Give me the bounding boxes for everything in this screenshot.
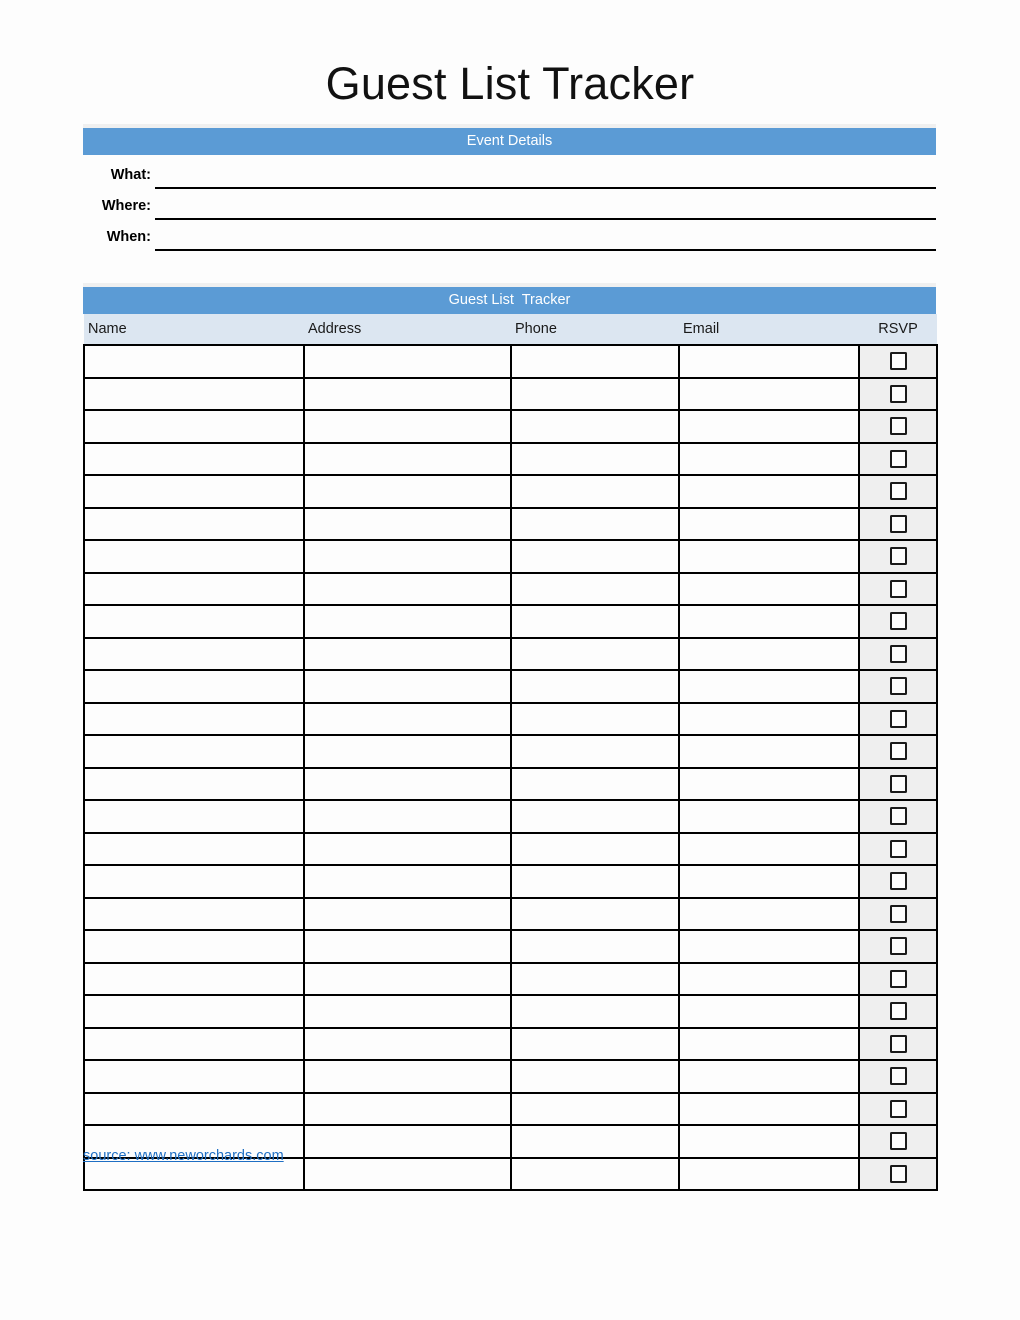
cell-rsvp[interactable]: [859, 1158, 937, 1191]
cell-phone[interactable]: [511, 735, 679, 768]
cell-address[interactable]: [304, 1060, 511, 1093]
cell-email[interactable]: [679, 995, 859, 1028]
cell-name[interactable]: [84, 800, 304, 833]
rsvp-checkbox-icon[interactable]: [890, 645, 907, 663]
cell-address[interactable]: [304, 475, 511, 508]
cell-email[interactable]: [679, 378, 859, 411]
table-row: [84, 378, 937, 411]
rsvp-checkbox-icon[interactable]: [890, 1165, 907, 1183]
cell-address[interactable]: [304, 995, 511, 1028]
cell-rsvp[interactable]: [859, 703, 937, 736]
rsvp-checkbox-icon[interactable]: [890, 612, 907, 630]
table-row: [84, 1060, 937, 1093]
cell-phone[interactable]: [511, 443, 679, 476]
cell-address[interactable]: [304, 800, 511, 833]
event-field-when-label: When:: [106, 229, 151, 245]
rsvp-checkbox-icon[interactable]: [890, 1002, 907, 1020]
cell-email[interactable]: [679, 670, 859, 703]
cell-phone[interactable]: [511, 800, 679, 833]
cell-phone[interactable]: [511, 930, 679, 963]
cell-name[interactable]: [84, 378, 304, 411]
cell-email[interactable]: [679, 1028, 859, 1061]
cell-rsvp[interactable]: [859, 540, 937, 573]
cell-email[interactable]: [679, 443, 859, 476]
cell-rsvp[interactable]: [859, 573, 937, 606]
cell-email[interactable]: [679, 1060, 859, 1093]
table-row: [84, 833, 937, 866]
cell-name[interactable]: [84, 345, 304, 378]
cell-phone[interactable]: [511, 833, 679, 866]
table-row: [84, 540, 937, 573]
cell-rsvp[interactable]: [859, 833, 937, 866]
cell-address[interactable]: [304, 1093, 511, 1126]
cell-address[interactable]: [304, 833, 511, 866]
cell-email[interactable]: [679, 508, 859, 541]
rsvp-checkbox-icon[interactable]: [890, 580, 907, 598]
cell-rsvp[interactable]: [859, 638, 937, 671]
rsvp-checkbox-icon[interactable]: [890, 450, 907, 468]
cell-email[interactable]: [679, 345, 859, 378]
cell-email[interactable]: [679, 703, 859, 736]
cell-address[interactable]: [304, 768, 511, 801]
cell-address[interactable]: [304, 865, 511, 898]
rsvp-checkbox-icon[interactable]: [890, 677, 907, 695]
cell-phone[interactable]: [511, 540, 679, 573]
cell-name[interactable]: [84, 670, 304, 703]
table-row: [84, 898, 937, 931]
cell-name[interactable]: [84, 540, 304, 573]
cell-address[interactable]: [304, 573, 511, 606]
cell-email[interactable]: [679, 963, 859, 996]
rsvp-checkbox-icon[interactable]: [890, 905, 907, 923]
cell-name[interactable]: [84, 443, 304, 476]
cell-rsvp[interactable]: [859, 1060, 937, 1093]
event-field-what-label: What:: [110, 167, 151, 183]
cell-phone[interactable]: [511, 865, 679, 898]
cell-name[interactable]: [84, 638, 304, 671]
column-header-email: Email: [679, 314, 859, 345]
event-field-when-input[interactable]: [155, 249, 936, 251]
cell-name[interactable]: [84, 703, 304, 736]
cell-phone[interactable]: [511, 1158, 679, 1191]
source-link[interactable]: source: www.neworchards.com: [83, 1148, 284, 1164]
cell-address[interactable]: [304, 508, 511, 541]
cell-email[interactable]: [679, 1093, 859, 1126]
cell-email[interactable]: [679, 768, 859, 801]
cell-email[interactable]: [679, 833, 859, 866]
cell-phone[interactable]: [511, 378, 679, 411]
rsvp-checkbox-icon[interactable]: [890, 1067, 907, 1085]
table-row: [84, 573, 937, 606]
cell-rsvp[interactable]: [859, 800, 937, 833]
rsvp-checkbox-icon[interactable]: [890, 1035, 907, 1053]
cell-email[interactable]: [679, 540, 859, 573]
event-field-when: [83, 226, 936, 257]
cell-address[interactable]: [304, 1028, 511, 1061]
cell-address[interactable]: [304, 735, 511, 768]
table-row: [84, 963, 937, 996]
table-row: [84, 768, 937, 801]
cell-phone[interactable]: [511, 703, 679, 736]
cell-phone[interactable]: [511, 963, 679, 996]
rsvp-checkbox-icon[interactable]: [890, 482, 907, 500]
rsvp-checkbox-icon[interactable]: [890, 1100, 907, 1118]
event-field-where-input[interactable]: [155, 218, 936, 220]
event-field-what-input[interactable]: [155, 187, 936, 189]
rsvp-checkbox-icon[interactable]: [890, 515, 907, 533]
cell-name[interactable]: [84, 1028, 304, 1061]
table-row: [84, 605, 937, 638]
table-row: [84, 1028, 937, 1061]
cell-phone[interactable]: [511, 1125, 679, 1158]
cell-address[interactable]: [304, 670, 511, 703]
cell-address[interactable]: [304, 605, 511, 638]
cell-rsvp[interactable]: [859, 1093, 937, 1126]
cell-email[interactable]: [679, 930, 859, 963]
cell-address[interactable]: [304, 930, 511, 963]
guest-list-banner: Guest List Tracker: [83, 287, 936, 314]
column-header-name: Name: [84, 314, 304, 345]
event-field-where-label: Where:: [101, 198, 151, 214]
cell-address[interactable]: [304, 540, 511, 573]
cell-phone[interactable]: [511, 670, 679, 703]
rsvp-checkbox-icon[interactable]: [890, 1132, 907, 1150]
cell-name[interactable]: [84, 898, 304, 931]
guest-list-table-wrapper: [83, 314, 936, 1191]
cell-name[interactable]: [84, 605, 304, 638]
table-row: [84, 930, 937, 963]
cell-address[interactable]: [304, 898, 511, 931]
cell-address[interactable]: [304, 1158, 511, 1191]
rsvp-checkbox-icon[interactable]: [890, 970, 907, 988]
cell-name[interactable]: [84, 865, 304, 898]
table-row: [84, 865, 937, 898]
cell-rsvp[interactable]: [859, 345, 937, 378]
cell-address[interactable]: [304, 1125, 511, 1158]
cell-name[interactable]: [84, 1093, 304, 1126]
cell-email[interactable]: [679, 735, 859, 768]
column-header-address: Address: [304, 314, 511, 345]
cell-name[interactable]: [84, 1060, 304, 1093]
table-row: [84, 638, 937, 671]
table-row: [84, 1093, 937, 1126]
cell-email[interactable]: [679, 605, 859, 638]
cell-address[interactable]: [304, 703, 511, 736]
cell-address[interactable]: [304, 443, 511, 476]
rsvp-checkbox-icon[interactable]: [890, 937, 907, 955]
rsvp-checkbox-icon[interactable]: [890, 775, 907, 793]
cell-rsvp[interactable]: [859, 995, 937, 1028]
cell-email[interactable]: [679, 638, 859, 671]
cell-rsvp[interactable]: [859, 898, 937, 931]
cell-name[interactable]: [84, 963, 304, 996]
column-header-rsvp: RSVP: [859, 314, 937, 345]
event-details-banner: Event Details: [83, 128, 936, 155]
cell-rsvp[interactable]: [859, 443, 937, 476]
cell-phone[interactable]: [511, 1060, 679, 1093]
cell-rsvp[interactable]: [859, 768, 937, 801]
cell-email[interactable]: [679, 1158, 859, 1191]
cell-rsvp[interactable]: [859, 605, 937, 638]
cell-phone[interactable]: [511, 1093, 679, 1126]
rsvp-checkbox-icon[interactable]: [890, 840, 907, 858]
guest-list-table: [83, 314, 938, 1191]
cell-email[interactable]: [679, 865, 859, 898]
table-row: [84, 410, 937, 443]
cell-email[interactable]: [679, 1125, 859, 1158]
cell-name[interactable]: [84, 995, 304, 1028]
cell-name[interactable]: [84, 833, 304, 866]
table-row: [84, 670, 937, 703]
cell-phone[interactable]: [511, 605, 679, 638]
cell-rsvp[interactable]: [859, 508, 937, 541]
table-row: [84, 443, 937, 476]
event-field-where: [83, 195, 936, 226]
rsvp-checkbox-icon[interactable]: [890, 547, 907, 565]
column-header-phone: Phone: [511, 314, 679, 345]
cell-phone[interactable]: [511, 898, 679, 931]
table-row: [84, 735, 937, 768]
cell-email[interactable]: [679, 573, 859, 606]
cell-phone[interactable]: [511, 573, 679, 606]
table-row: [84, 995, 937, 1028]
rsvp-checkbox-icon[interactable]: [890, 710, 907, 728]
table-row: [84, 475, 937, 508]
event-field-what: [83, 164, 936, 195]
cell-name[interactable]: [84, 768, 304, 801]
cell-rsvp[interactable]: [859, 1125, 937, 1158]
cell-address[interactable]: [304, 410, 511, 443]
cell-phone[interactable]: [511, 345, 679, 378]
rsvp-checkbox-icon[interactable]: [890, 385, 907, 403]
cell-name[interactable]: [84, 508, 304, 541]
cell-name[interactable]: [84, 410, 304, 443]
cell-email[interactable]: [679, 898, 859, 931]
rsvp-checkbox-icon[interactable]: [890, 872, 907, 890]
cell-address[interactable]: [304, 378, 511, 411]
table-row: [84, 703, 937, 736]
cell-rsvp[interactable]: [859, 735, 937, 768]
rsvp-checkbox-icon[interactable]: [890, 742, 907, 760]
cell-email[interactable]: [679, 800, 859, 833]
cell-rsvp[interactable]: [859, 670, 937, 703]
cell-name[interactable]: [84, 735, 304, 768]
cell-email[interactable]: [679, 475, 859, 508]
cell-address[interactable]: [304, 345, 511, 378]
cell-rsvp[interactable]: [859, 1028, 937, 1061]
cell-rsvp[interactable]: [859, 410, 937, 443]
cell-rsvp[interactable]: [859, 930, 937, 963]
cell-rsvp[interactable]: [859, 475, 937, 508]
cell-email[interactable]: [679, 410, 859, 443]
cell-phone[interactable]: [511, 410, 679, 443]
cell-address[interactable]: [304, 638, 511, 671]
cell-address[interactable]: [304, 963, 511, 996]
cell-phone[interactable]: [511, 638, 679, 671]
cell-name[interactable]: [84, 573, 304, 606]
table-row: [84, 345, 937, 378]
cell-phone[interactable]: [511, 1028, 679, 1061]
cell-phone[interactable]: [511, 995, 679, 1028]
cell-name[interactable]: [84, 930, 304, 963]
cell-rsvp[interactable]: [859, 865, 937, 898]
cell-rsvp[interactable]: [859, 963, 937, 996]
cell-phone[interactable]: [511, 508, 679, 541]
rsvp-checkbox-icon[interactable]: [890, 352, 907, 370]
cell-rsvp[interactable]: [859, 378, 937, 411]
cell-phone[interactable]: [511, 768, 679, 801]
rsvp-checkbox-icon[interactable]: [890, 417, 907, 435]
table-header-row: [84, 314, 937, 345]
rsvp-checkbox-icon[interactable]: [890, 807, 907, 825]
cell-phone[interactable]: [511, 475, 679, 508]
table-row: [84, 508, 937, 541]
page-title: Guest List Tracker: [325, 58, 695, 109]
cell-name[interactable]: [84, 475, 304, 508]
table-row: [84, 800, 937, 833]
